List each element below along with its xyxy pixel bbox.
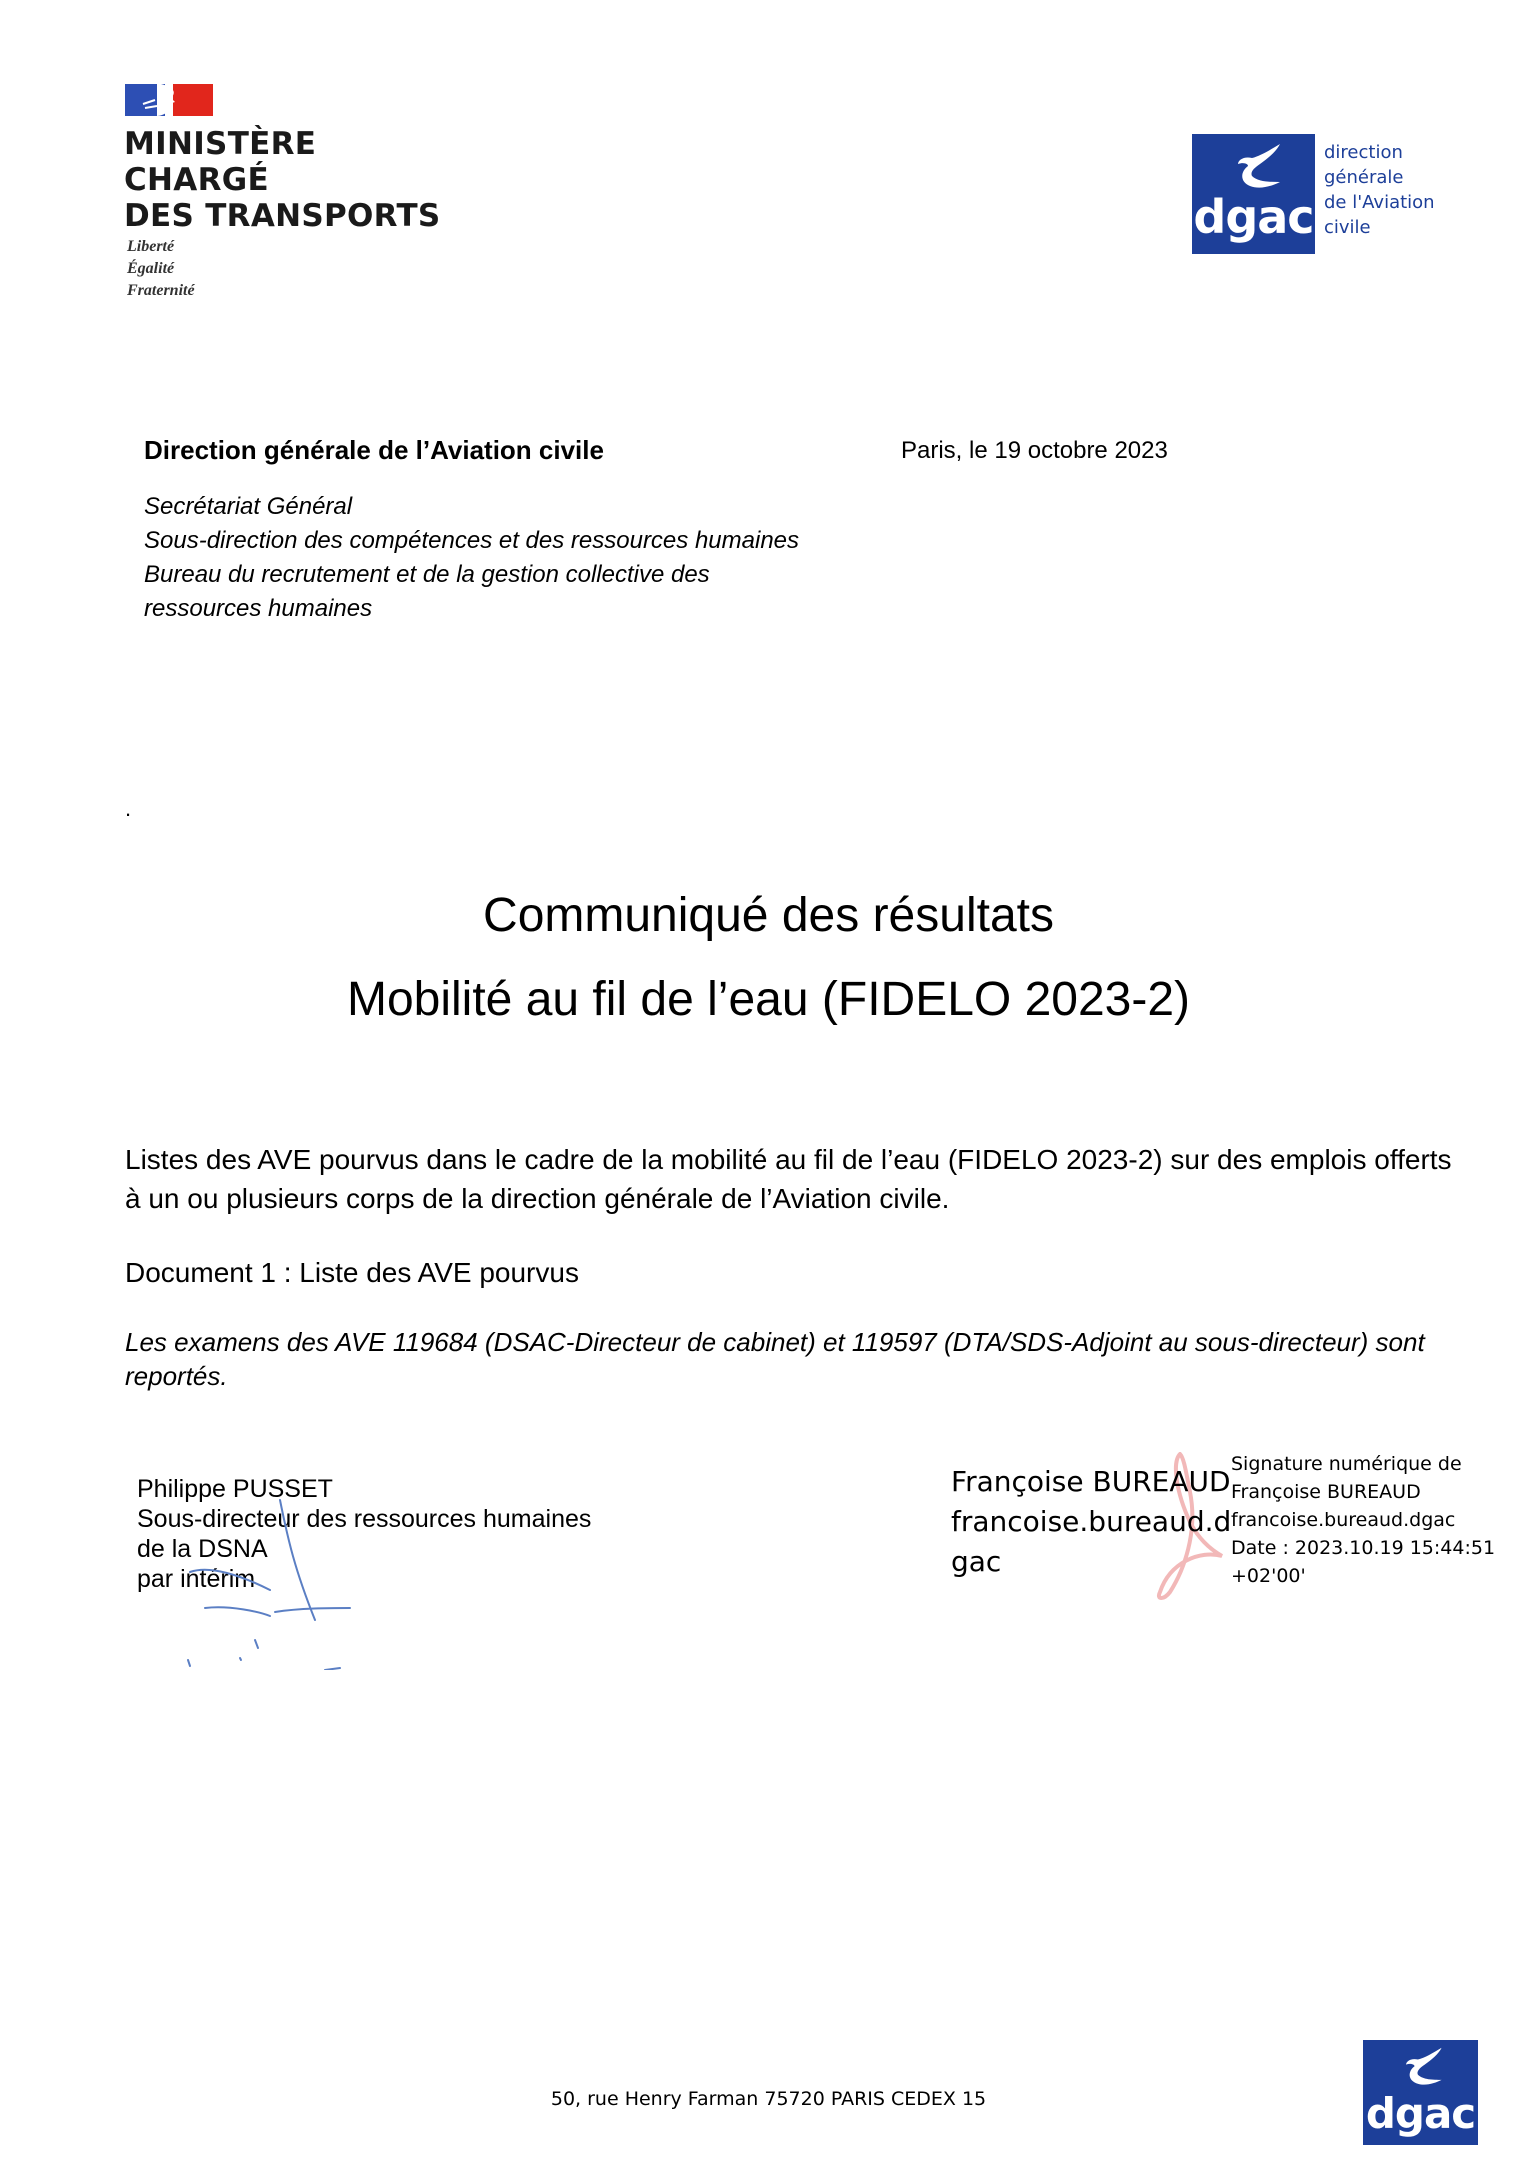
dgac-footer-logo (1363, 2040, 1478, 2145)
digital-signer-line: gac (951, 1545, 1002, 1578)
footer-address: 50, rue Henry Farman 75720 PARIS CEDEX 15 (550, 2088, 987, 2110)
sub-unit: Secrétariat Général (144, 493, 353, 520)
sub-unit: Bureau du recrutement et de la gestion collective des (144, 561, 710, 588)
republic-motto (127, 236, 195, 302)
digital-signer-line: francoise.bureaud.d (951, 1505, 1232, 1538)
dgac-bird-icon (1399, 2046, 1447, 2090)
document-subtitle: Mobilité au fil de l’eau (FIDELO 2023-2) (346, 973, 1191, 1026)
ministry-name (124, 126, 441, 234)
organization-name: Direction générale de l’Aviation civile (144, 435, 604, 465)
dgac-caption-line: direction (1324, 142, 1403, 163)
ds-detail: Date : 2023.10.19 15:44:51 (1231, 1537, 1496, 1559)
digital-signer-line: Françoise BUREAUD (951, 1465, 1231, 1498)
sub-units (144, 490, 799, 626)
dgac-wordmark: dgac (1365, 2089, 1476, 2138)
signatory-title: par intérim (137, 1565, 256, 1593)
dgac-bird-icon (1230, 142, 1286, 194)
dgac-wordmark: dgac (1193, 190, 1314, 244)
postponed-note: Les examens des AVE 119684 (DSAC-Directeur de cabinet) et 119597 (DTA/SDS-Adjoint au sous-directeur) sont reportés. (125, 1327, 1425, 1391)
signatory-title: de la DSNA (137, 1535, 268, 1563)
stray-mark: . (125, 796, 132, 821)
motto-liberte: Liberté (127, 238, 175, 255)
dgac-logo (1192, 134, 1315, 254)
dgac-caption-line: civile (1324, 217, 1371, 238)
ministry-line-1: MINISTÈRE (124, 126, 317, 162)
motto-fraternite: Fraternité (127, 282, 195, 299)
digital-signature-details[interactable] (1231, 1450, 1495, 1590)
dgac-caption-line: de l'Aviation (1324, 192, 1435, 213)
motto-egalite: Égalité (127, 260, 175, 277)
sub-unit: Sous-direction des compétences et des ressources humaines (144, 527, 800, 554)
handwritten-signature-icon (180, 1490, 510, 1670)
marianne-flag-icon (125, 84, 213, 116)
letter-date: Paris, le 19 octobre 2023 (901, 437, 1168, 464)
ministry-line-3: DES TRANSPORTS (124, 198, 441, 234)
digital-signer (951, 1462, 1231, 1582)
dgac-caption (1324, 140, 1435, 240)
signatory-name: Philippe PUSSET (137, 1475, 333, 1503)
document-title: Communiqué des résultats (483, 889, 1054, 942)
intro-paragraph: Listes des AVE pourvus dans le cadre de la mobilité au fil de l’eau (FIDELO 2023-2) sur des emplois offerts à un ou plusieurs corps de la direction générale de l’Aviation civile. (125, 1144, 1452, 1214)
ds-detail: francoise.bureaud.dgac (1231, 1509, 1456, 1531)
dgac-caption-line: générale (1324, 167, 1404, 188)
document-1-link: Document 1 : Liste des AVE pourvus (125, 1257, 579, 1288)
ministry-line-2: CHARGÉ (124, 162, 269, 198)
ds-detail: Signature numérique de (1231, 1453, 1462, 1475)
ds-detail: +02'00' (1231, 1565, 1306, 1587)
sub-unit: ressources humaines (144, 595, 373, 622)
signatory-title: Sous-directeur des ressources humaines (137, 1505, 592, 1533)
ds-detail: Françoise BUREAUD (1231, 1481, 1421, 1503)
